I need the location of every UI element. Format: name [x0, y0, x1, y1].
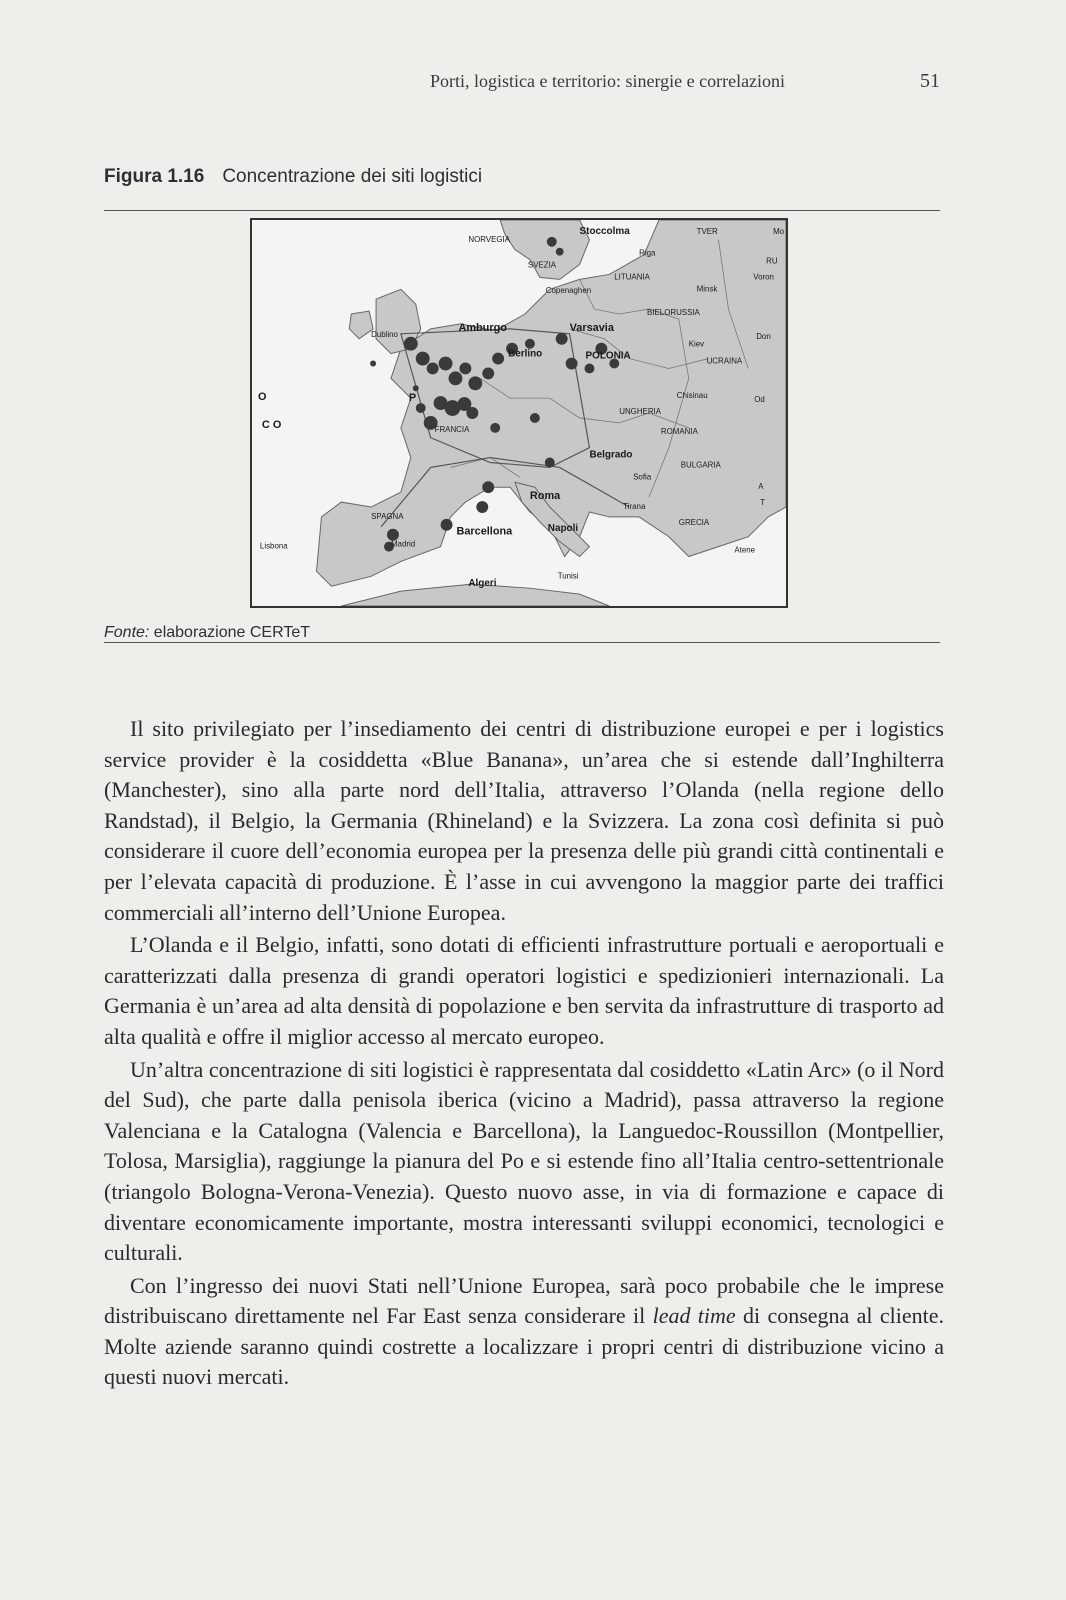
figure-caption — [104, 166, 482, 188]
paragraph-4-before: Con l’ingresso dei nuovi Stati nell’Unione Europea, sarà poco probabile che le imprese distribuiscano direttamente nel Far East senza considerare il — [104, 1272, 944, 1329]
map-label-belgrado: Belgrado — [589, 449, 633, 461]
map-label-barcellona: Barcellona — [456, 525, 513, 538]
map-label-francia: FRANCIA — [434, 424, 470, 434]
map-label-tunisi: Tunisi — [557, 571, 579, 581]
map-label-grecia: GRECIA — [678, 517, 710, 527]
paragraph-2: L’Olanda e il Belgio, infatti, sono dotati di efficienti infrastrutture portuali e aeroportuali e caratterizzati dalla presenza di grandi operatori logistici e spedizionieri internazionali. La Germania è un’area ad alta densità di popolazione e ben servita da infrastrutture di trasporto ad alta qualità e offre il miglior accesso al mercato europeo. — [104, 932, 944, 1049]
map-label-kiev: Kiev — [688, 339, 705, 349]
map-label-tver: TVER — [696, 226, 718, 236]
body-text — [104, 714, 944, 1395]
map-label-don: Don — [756, 331, 771, 341]
map-label-t: T — [760, 498, 766, 508]
map-label-copenaghen: Copenaghen — [545, 286, 592, 296]
map-label-tirana: Tirana — [623, 502, 646, 512]
page-number: 51 — [920, 70, 940, 92]
map-label-ru: RU — [766, 256, 778, 266]
map-label-minsk: Minsk — [696, 284, 718, 294]
map-label-varsavia: Varsavia — [569, 321, 614, 334]
paragraph-4 — [104, 1271, 944, 1393]
map-label-madrid: Madrid — [390, 539, 416, 549]
figure-source — [104, 624, 310, 642]
map-label-atene: Atene — [734, 545, 756, 555]
figure-title: Concentrazione dei siti logistici — [222, 166, 483, 187]
map-label-spagna: SPAGNA — [371, 511, 404, 521]
map-label-algeri: Algeri — [468, 578, 497, 590]
paragraph-4-after: di consegna al cliente. Molte aziende saranno quindi costrette a localizzare i propri centri di distribuzione vicino a questi nuovi mercati. — [104, 1303, 944, 1390]
map-label-berlino: Berlino — [508, 348, 543, 360]
map-label-dublino: Dublino — [371, 329, 398, 339]
map-label-a: A — [758, 482, 764, 492]
map-label-atlantico: C O — [261, 418, 282, 431]
map-label-lituania: LITUANIA — [614, 272, 650, 282]
map-label-bielorussia: BIELORUSSIA — [647, 308, 700, 318]
map-label-napoli: Napoli — [547, 522, 579, 534]
paragraph-4-emphasis: lead time — [652, 1303, 736, 1329]
figure-label: Figura 1.16 — [104, 166, 205, 187]
map-label-riga: Riga — [639, 248, 656, 258]
map-label-oceano: O — [257, 391, 267, 404]
map-label-polonia: POLONIA — [585, 350, 631, 362]
map-label-roma: Roma — [529, 490, 561, 503]
map-label-bulgaria: BULGARIA — [680, 460, 721, 470]
map-label-amburgo: Amburgo — [458, 321, 507, 334]
europe-map-figure — [250, 218, 788, 608]
figure-top-rule — [104, 210, 940, 211]
running-header — [430, 70, 940, 93]
map-label-norvegia: NORVEGIA — [468, 234, 511, 244]
map-label-od: Od — [754, 395, 765, 405]
map-label-parigi: P — [408, 392, 417, 405]
map-label-ungheria: UNGHERIA — [619, 406, 662, 416]
source-text: elaborazione CERTeT — [149, 624, 311, 641]
map-label-romania: ROMANIA — [660, 426, 698, 436]
map-label-mo: Mo — [773, 226, 785, 236]
map-label-ucraina: UCRAINA — [706, 356, 743, 366]
map-label-stoccolma: Stoccolma — [579, 225, 630, 237]
figure-bottom-rule — [104, 642, 940, 643]
map-label-sofia: Sofia — [633, 472, 652, 482]
map-label-lisbona: Lisbona — [259, 541, 288, 551]
map-label-svezia: SVEZIA — [527, 260, 557, 270]
europe-map — [252, 220, 786, 606]
map-label-voron: Voron — [753, 272, 774, 282]
running-title: Porti, logistica e territorio: sinergie e correlazioni — [430, 71, 786, 91]
source-label: Fonte: — [104, 624, 150, 641]
map-label-chisinau: Chisinau — [676, 391, 708, 401]
paragraph-1: Il sito privilegiato per l’insediamento dei centri di distribuzione europei e per i logistics service provider è la cosiddetta «Blue Banana», un’area che si estende dall’Inghilterra (Manchester), sino alla parte nord dell’Italia, attraverso l’Olanda (nella regione dello Randstad), il Belgio, la Germania (Rhineland) e la Svizzera. La zona così definita si può considerare il cuore dell’economia europea per la presenza delle più grandi città continentali e per l’elevata capacità di produzione. È l’asse in cui avvengono la maggior parte dei traffici commerciali all’interno dell’Unione Europea. — [104, 716, 944, 925]
paragraph-3: Un’altra concentrazione di siti logistici è rappresentata dal cosiddetto «Latin Arc» (o il Nord del Sud), che parte dalla penisola iberica (vicino a Madrid), passa attraverso la regione Valenciana e la Catalogna (Valencia e Barcellona), la Languedoc-Roussillon (Montpellier, Tolosa, Marsiglia), raggiunge la pianura del Po e si estende fino all’Italia centro-settentrionale (triangolo Bologna-Verona-Venezia). Questo nuovo asse, in via di formazione e capace di diventare economicamente importante, mostra interessanti sviluppi economici, tecnologici e culturali. — [104, 1056, 944, 1266]
